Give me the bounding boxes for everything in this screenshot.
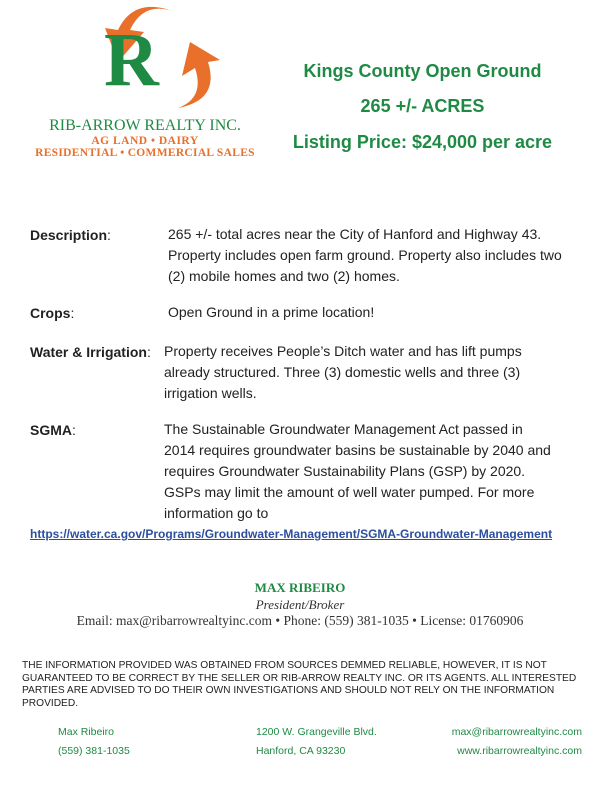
footer-address-2: Hanford, CA 93230 xyxy=(256,745,346,757)
footer-col-2 xyxy=(256,723,377,761)
sgma-label: SGMA: xyxy=(30,422,76,438)
disclaimer: THE INFORMATION PROVIDED WAS OBTAINED FROM SOURCES DEMMED RELIABLE, HOWEVER, IT IS NOT GUARANTEED TO BE CORRECT BY THE SELLER OR RIB-ARROW REALTY INC. OR ITS AGENTS. ALL INTERESTED PARTIES ARE ADVISED TO DO THEIR OWN INVESTIGATIONS AND SHOULD NOT RELY ON THE INFORMATION PROVIDED. xyxy=(22,660,577,709)
listing-acres: 265 +/- ACRES xyxy=(360,96,485,116)
footer-address-1: 1200 W. Grangeville Blvd. xyxy=(256,726,377,738)
company-tagline-2: RESIDENTIAL • COMMERCIAL SALES xyxy=(35,147,255,159)
footer-col-3 xyxy=(452,723,582,761)
description-value: 265 +/- total acres near the City of Hanford and Highway 43. Property includes open farm ground. Property also includes two (2) mobile homes and two (2) homes. xyxy=(168,226,562,284)
footer-name: Max Ribeiro xyxy=(58,726,115,738)
listing-price: Listing Price: $24,000 per acre xyxy=(292,132,553,152)
sgma-link[interactable]: https://water.ca.gov/Programs/Groundwater-Management/SGMA-Groundwater-Management xyxy=(30,527,553,541)
footer-col-1 xyxy=(58,723,130,761)
agent-name: MAX RIBEIRO xyxy=(254,580,346,595)
footer-phone: (559) 381-1035 xyxy=(58,745,130,757)
sgma-value: The Sustainable Groundwater Management Act passed in 2014 requires groundwater basins be sustainable by 2040 and requires Groundwater Sustainability Plans (GSP) by 2020. GSPs may limit the amount of well water pumped. For more information go to xyxy=(164,421,551,521)
crops-label: Crops: xyxy=(30,305,75,321)
footer-website[interactable]: www.ribarrowrealtyinc.com xyxy=(457,745,582,757)
water-value: Property receives People’s Ditch water and has lift pumps already structured. Three (3) domestic wells and three (3) irrigation wells. xyxy=(164,343,522,401)
agent-title: President/Broker xyxy=(255,597,345,612)
water-label: Water & Irrigation: xyxy=(30,344,151,360)
agent-contact: Email: max@ribarrowrealtyinc.com • Phone: (559) 381-1035 • License: 01760906 xyxy=(76,613,524,628)
description-label: Description: xyxy=(30,227,111,243)
crops-value: Open Ground in a prime location! xyxy=(168,304,375,320)
logo-letter: R xyxy=(104,18,159,102)
footer-email[interactable]: max@ribarrowrealtyinc.com xyxy=(451,726,582,738)
company-tagline-1: AG LAND • DAIRY xyxy=(91,135,199,147)
listing-title: Kings County Open Ground xyxy=(303,61,542,81)
company-name: RIB-ARROW REALTY INC. xyxy=(49,117,241,134)
